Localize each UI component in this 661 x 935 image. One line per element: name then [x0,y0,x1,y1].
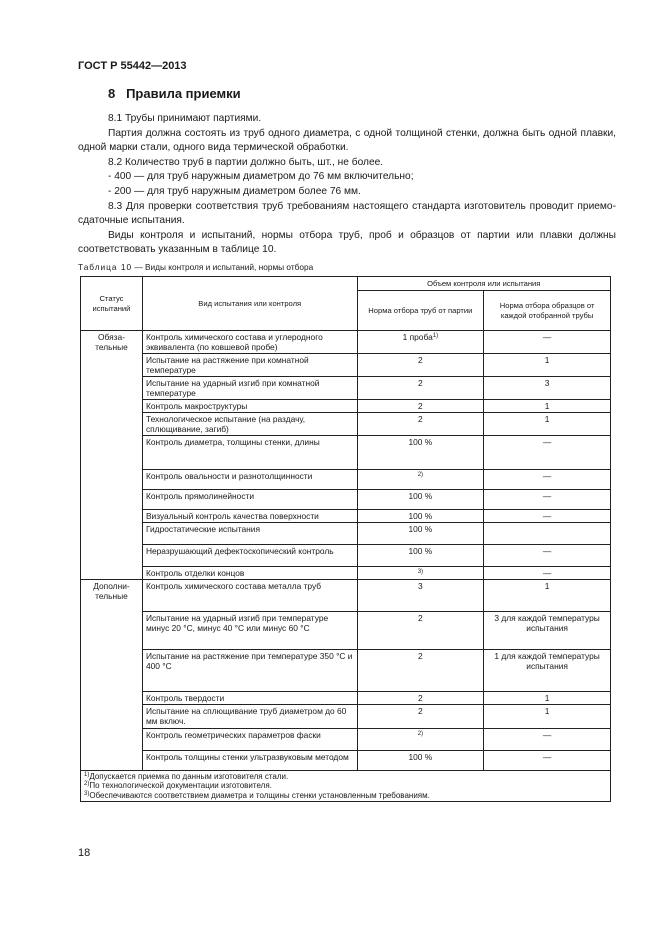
samples-norm-cell: 1 [484,692,611,705]
pipes-norm-cell [357,751,484,771]
table-row [81,354,611,377]
table-row [81,580,611,612]
pipes-norm-value: 2 [418,401,423,411]
paragraph: 8.2 Количество труб в партии должно быть, шт., не более. [108,156,384,168]
pipes-norm-value: 2 [418,706,423,716]
footnote [84,772,607,781]
pipes-norm-value: 2 [418,651,423,661]
paragraph: - 200 — для труб наружным диаметром более 76 мм. [108,185,361,197]
pipes-norm-value: 2 [418,414,423,424]
table-row [81,510,611,523]
test-name-cell: Контроль твердости [142,692,357,705]
samples-norm-cell: 1 [484,354,611,377]
footnote-mark: 2) [417,472,424,478]
inspection-table [80,276,611,802]
pipes-norm-cell [357,523,484,545]
pipes-norm-value: 100 % [408,491,433,501]
samples-norm-cell: — [484,490,611,510]
footnote-text: Обеспечиваются соответствием диаметра и толщины стенки установленным требованиям. [89,790,430,800]
table-row [81,377,611,400]
test-name-cell: Визуальный контроль качества поверхности [142,510,357,523]
table-row [81,729,611,751]
samples-norm-cell: 3 для каждой температуры испытания [484,612,611,650]
pipes-norm-value: 2 [418,355,423,365]
table-notes [81,771,611,802]
samples-norm-cell: 1 [484,413,611,436]
samples-norm-cell: — [484,436,611,470]
test-name-cell: Испытание на ударный изгиб при температуре минус 20 °С, минус 40 °С или минус 60 °С [142,612,357,650]
samples-norm-cell: 3 [484,377,611,400]
table-caption [78,262,313,272]
footnote-mark: 2) [417,731,424,737]
pipes-norm-cell [357,545,484,567]
samples-norm-cell: — [484,331,611,354]
pipes-norm-cell [357,400,484,413]
table-row [81,692,611,705]
page-number: 18 [78,847,91,859]
test-name-cell: Контроль отделки концов [142,567,357,580]
samples-norm-cell: — [484,729,611,751]
table-row [81,705,611,729]
table-row [81,436,611,470]
pipes-norm-cell [357,354,484,377]
footnote [84,791,607,800]
table-row [81,331,611,354]
samples-norm-cell: — [484,567,611,580]
test-name-cell: Испытание на растяжение при комнатной температуре [142,354,357,377]
header-status: Статус испытаний [81,277,143,331]
samples-norm-cell: — [484,751,611,771]
pipes-norm-value: 100 % [408,437,433,447]
table-row [81,470,611,490]
footnote-mark: 2) [84,781,90,788]
test-name-cell: Контроль химического состава металла труб [142,580,357,612]
header-samples: Норма отбора образцов от каждой отобранной трубы [484,291,611,331]
pipes-norm-value: 100 % [408,752,433,762]
pipes-norm-value: 1 проба [402,332,433,342]
section-title [108,86,241,101]
samples-norm-cell: — [484,545,611,567]
footnote-mark: 3) [417,569,424,575]
pipes-norm-value: 100 % [408,511,433,521]
section-number: 8 [108,86,116,101]
test-name-cell: Испытание на ударный изгиб при комнатной температуре [142,377,357,400]
test-name-cell: Технологическое испытание (на раздачу, сплющивание, загиб) [142,413,357,436]
samples-norm-cell: 1 для каждой температуры испытания [484,650,611,692]
test-name-cell: Контроль овальности и разнотолщинности [142,470,357,490]
footnote-text: Допускается приемка по данным изготовителя стали. [89,772,289,781]
test-name-cell: Испытание на растяжение при температуре 350 °С и 400 °С [142,650,357,692]
test-name-cell: Контроль диаметра, толщины стенки, длины [142,436,357,470]
paragraph: Партия должна состоять из труб одного диаметра, с одной толщиной стенки, должна быть одной плавки, одной марки стали, одного вида термической обработки. [78,127,616,154]
table-row [81,413,611,436]
footnote [84,781,607,790]
footnote-mark: 1) [432,333,439,339]
paragraph: - 400 — для труб наружным диаметром до 76 мм включительно; [108,171,414,183]
pipes-norm-cell [357,331,484,354]
test-name-cell: Контроль геометрических параметров фаски [142,729,357,751]
pipes-norm-cell [357,580,484,612]
table-row [81,650,611,692]
samples-norm-cell [484,523,611,545]
table-caption-label: Таблица 10 [78,262,133,272]
pipes-norm-cell [357,692,484,705]
pipes-norm-cell [357,490,484,510]
pipes-norm-cell [357,436,484,470]
pipes-norm-value: 100 % [408,524,433,534]
samples-norm-cell: — [484,470,611,490]
table-caption-title: — Виды контроля и испытаний, нормы отбора [132,262,314,272]
header-volume: Объем контроля или испытания [357,277,610,291]
header-type: Вид испытания или контроля [142,277,357,331]
table-row [81,400,611,413]
table-row [81,567,611,580]
test-name-cell: Контроль химического состава и углеродного эквивалента (по ковшевой пробе) [142,331,357,354]
table-row [81,545,611,567]
table-row [81,751,611,771]
pipes-norm-value: 100 % [408,546,433,556]
test-name-cell: Контроль толщины стенки ультразвуковым методом [142,751,357,771]
footnote-mark: 1) [84,772,90,778]
pipes-norm-value: 2 [418,693,423,703]
test-name-cell: Контроль макроструктуры [142,400,357,413]
status-cell: Обяза-тельные [81,331,143,580]
pipes-norm-value: 2 [418,613,423,623]
samples-norm-cell: 1 [484,580,611,612]
samples-norm-cell: — [484,510,611,523]
pipes-norm-cell [357,705,484,729]
paragraph: 8.3 Для проверки соответствия труб требованиям настоящего стандарта изготовитель проводит приемо-сдаточные испытания. [78,200,616,227]
table-row [81,523,611,545]
paragraph: 8.1 Трубы принимают партиями. [108,113,262,124]
table-row [81,490,611,510]
pipes-norm-cell [357,413,484,436]
test-name-cell: Гидростатические испытания [142,523,357,545]
pipes-norm-cell [357,729,484,751]
body-text [78,112,616,258]
status-cell: Дополни-тельные [81,580,143,771]
pipes-norm-cell [357,567,484,580]
footnote-text: По технологической документации изготовителя. [89,781,272,791]
header-pipes: Норма отбора труб от партии [357,291,484,331]
table-row [81,612,611,650]
document-header: ГОСТ Р 55442—2013 [78,60,187,72]
test-name-cell: Неразрушающий дефектоскопический контроль [142,545,357,567]
table-body [81,331,611,771]
pipes-norm-cell [357,650,484,692]
test-name-cell: Испытание на сплющивание труб диаметром до 60 мм включ. [142,705,357,729]
samples-norm-cell: 1 [484,400,611,413]
pipes-norm-cell [357,377,484,400]
pipes-norm-value: 3 [418,581,423,591]
pipes-norm-cell [357,612,484,650]
pipes-norm-value: 2 [418,378,423,388]
samples-norm-cell: 1 [484,705,611,729]
test-name-cell: Контроль прямолинейности [142,490,357,510]
paragraph: Виды контроля и испытаний, нормы отбора труб, проб и образцов от партии или плавки должны соответствовать указанным в таблице 10. [78,229,616,256]
pipes-norm-cell [357,470,484,490]
section-title-text: Правила приемки [126,86,241,101]
pipes-norm-cell [357,510,484,523]
footnote-mark: 3) [84,790,90,797]
